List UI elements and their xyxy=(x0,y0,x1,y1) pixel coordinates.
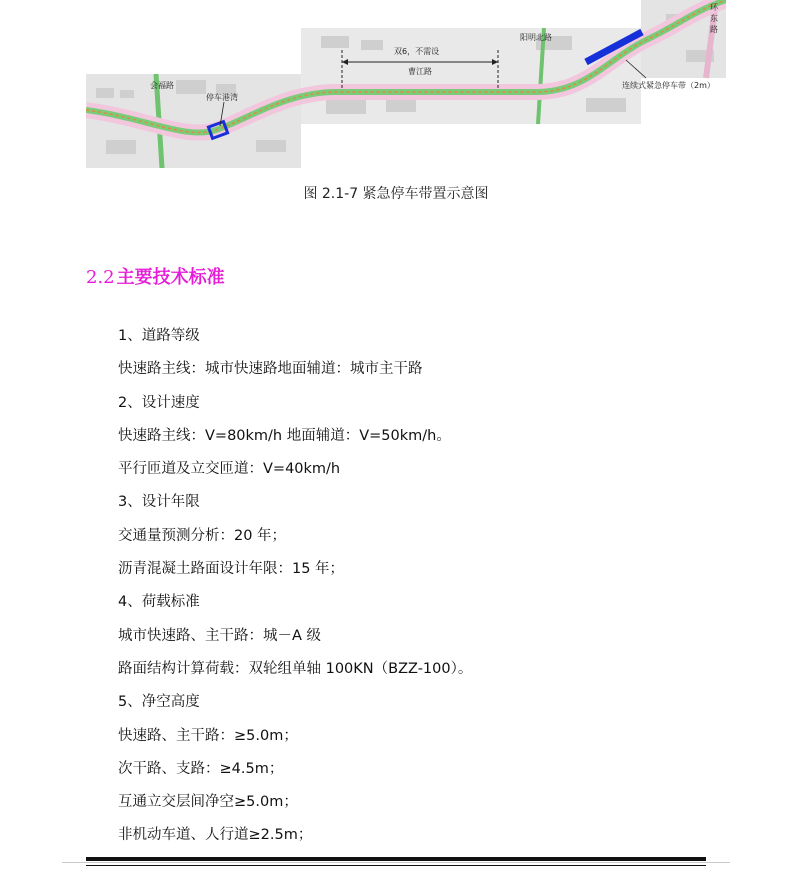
item-heading-load-standard: 4、荷载标准 xyxy=(118,594,200,611)
item-heading-design-life: 3、设计年限 xyxy=(118,494,200,511)
footer-rule-double xyxy=(86,865,706,866)
body-line: 次干路、支路：≥4.5m； xyxy=(118,760,284,777)
section-number: 2.2 xyxy=(86,267,115,288)
road-plan-map xyxy=(86,0,726,168)
body-line: 城市快速路、主干路：城－A 级 xyxy=(118,627,322,644)
body-line: 路面结构计算荷载：双轮组单轴 100KN（BZZ-100）。 xyxy=(118,660,473,677)
technical-standards-list xyxy=(118,324,472,857)
body-line: 快速路主线：城市快速路地面辅道：城市主干路 xyxy=(118,361,423,378)
section-heading xyxy=(86,263,225,289)
item-heading-clearance: 5、净空高度 xyxy=(118,694,200,711)
road-plan-figure xyxy=(86,0,726,168)
body-line: 非机动车道、人行道≥2.5m； xyxy=(118,827,313,844)
page-boundary-line xyxy=(62,862,730,863)
body-line: 沥青混凝土路面设计年限：15 年； xyxy=(118,561,345,578)
body-line: 互通立交层间净空≥5.0m； xyxy=(118,794,298,811)
section-title: 主要技术标准 xyxy=(116,267,225,288)
body-line: 快速路主线：V=80km/h 地面辅道：V=50km/h。 xyxy=(118,427,451,444)
no-set-label: 双6，不需设 xyxy=(394,47,440,56)
footer-rule-thick xyxy=(86,857,706,861)
body-line: 快速路、主干路：≥5.0m； xyxy=(118,727,298,744)
body-line: 交通量预测分析：20 年； xyxy=(118,527,287,544)
item-heading-design-speed: 2、设计速度 xyxy=(118,394,200,411)
caojiang-label: 曹江路 xyxy=(408,67,432,76)
item-heading-road-grade: 1、道路等级 xyxy=(118,328,200,344)
ring-road-label: 环东路 xyxy=(710,3,718,34)
yangming-label: 阳明北路 xyxy=(520,33,552,42)
body-line: 平行匝道及立交匝道：V=40km/h xyxy=(118,461,341,478)
road-label-west: 会福路 xyxy=(150,81,174,90)
figure-caption: 图 2.1-7 紧急停车带置示意图 xyxy=(303,186,489,202)
continuous-lane-label: 连续式紧急停车带（2m） xyxy=(622,81,715,90)
bay-label: 停车港湾 xyxy=(206,93,238,102)
